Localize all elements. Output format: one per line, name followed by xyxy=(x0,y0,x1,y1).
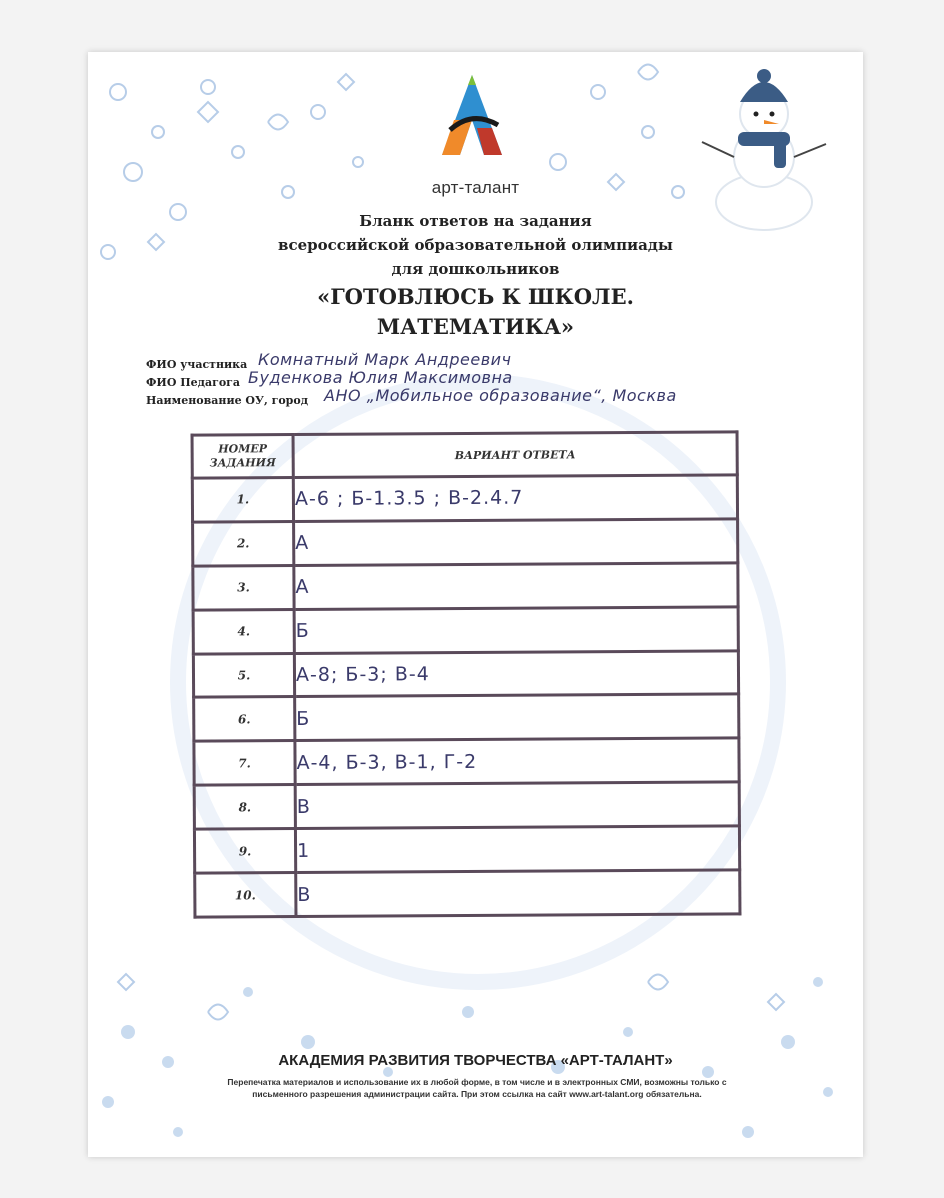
task-number: 9. xyxy=(194,829,295,874)
task-answer: А xyxy=(294,563,738,610)
task-answer: Б xyxy=(294,607,738,654)
task-answer: В xyxy=(295,782,739,829)
table-header-row xyxy=(192,432,737,478)
task-answer: А-4, Б-3, В-1, Г-2 xyxy=(295,738,739,785)
footer-note-line-1: Перепечатка материалов и использование их в любой форме, в том числе и в электронных СМИ, возможны только с xyxy=(227,1077,727,1087)
olympiad-title-1: «ГОТОВЛЮСЬ К ШКОЛЕ. xyxy=(317,284,634,309)
header-line-3: для дошкольников xyxy=(391,260,560,278)
table-row xyxy=(193,563,738,610)
task-answer: А-8; Б-3; В-4 xyxy=(294,650,738,697)
table-row xyxy=(192,475,737,522)
task-answer: Б xyxy=(295,694,739,741)
institution-label: Наименование ОУ, город xyxy=(146,394,309,407)
table-row xyxy=(194,782,739,829)
institution-name: АНО „Мобильное образование“, Москва xyxy=(324,386,677,405)
task-number: 6. xyxy=(194,697,295,742)
header-line-1: Бланк ответов на задания xyxy=(359,212,592,230)
footer-note xyxy=(162,1076,792,1100)
task-number: 4. xyxy=(193,609,294,654)
task-number: 1. xyxy=(192,478,293,523)
table-row xyxy=(193,650,738,697)
header-answer-variant: ВАРИАНТ ОТВЕТА xyxy=(293,432,737,478)
task-answer: А-6 ; Б-1.3.5 ; В-2.4.7 xyxy=(293,475,737,522)
teacher-name: Буденкова Юлия Максимовна xyxy=(248,368,513,387)
snowman-icon xyxy=(694,62,834,232)
table-row xyxy=(193,607,738,654)
task-answer: В xyxy=(296,870,740,917)
participant-name: Комнатный Марк Андреевич xyxy=(258,350,512,369)
table-row xyxy=(194,738,739,785)
participant-label: ФИО участника xyxy=(146,358,248,371)
table-row xyxy=(195,870,740,917)
task-number: 3. xyxy=(193,565,294,610)
task-answer: 1 xyxy=(295,826,739,873)
header-task-number: НОМЕР ЗАДАНИЯ xyxy=(192,435,293,479)
task-number: 7. xyxy=(194,741,295,786)
art-talant-logo-icon xyxy=(432,70,512,165)
task-number: 10. xyxy=(195,873,296,918)
answer-sheet xyxy=(88,52,863,1157)
header-line-2: всероссийской образовательной олимпиады xyxy=(278,236,673,254)
task-number: 8. xyxy=(194,785,295,830)
table-row xyxy=(194,826,739,873)
task-number: 2. xyxy=(193,521,294,566)
footer-note-line-2: письменного разрешения администрации сайта. При этом ссылка на сайт www.art-talant.org обязательна. xyxy=(252,1089,702,1099)
logo-text: арт-талант xyxy=(431,178,520,197)
table-row xyxy=(193,519,738,566)
task-number: 5. xyxy=(193,653,294,698)
footer-title: АКАДЕМИЯ РАЗВИТИЯ ТВОРЧЕСТВА «АРТ-ТАЛАНТ» xyxy=(278,1052,673,1069)
teacher-label: ФИО Педагога xyxy=(146,376,241,389)
task-answer: А xyxy=(294,519,738,566)
answers-table xyxy=(191,430,742,918)
olympiad-title-2: МАТЕМАТИКА» xyxy=(376,314,575,339)
table-row xyxy=(194,694,739,741)
